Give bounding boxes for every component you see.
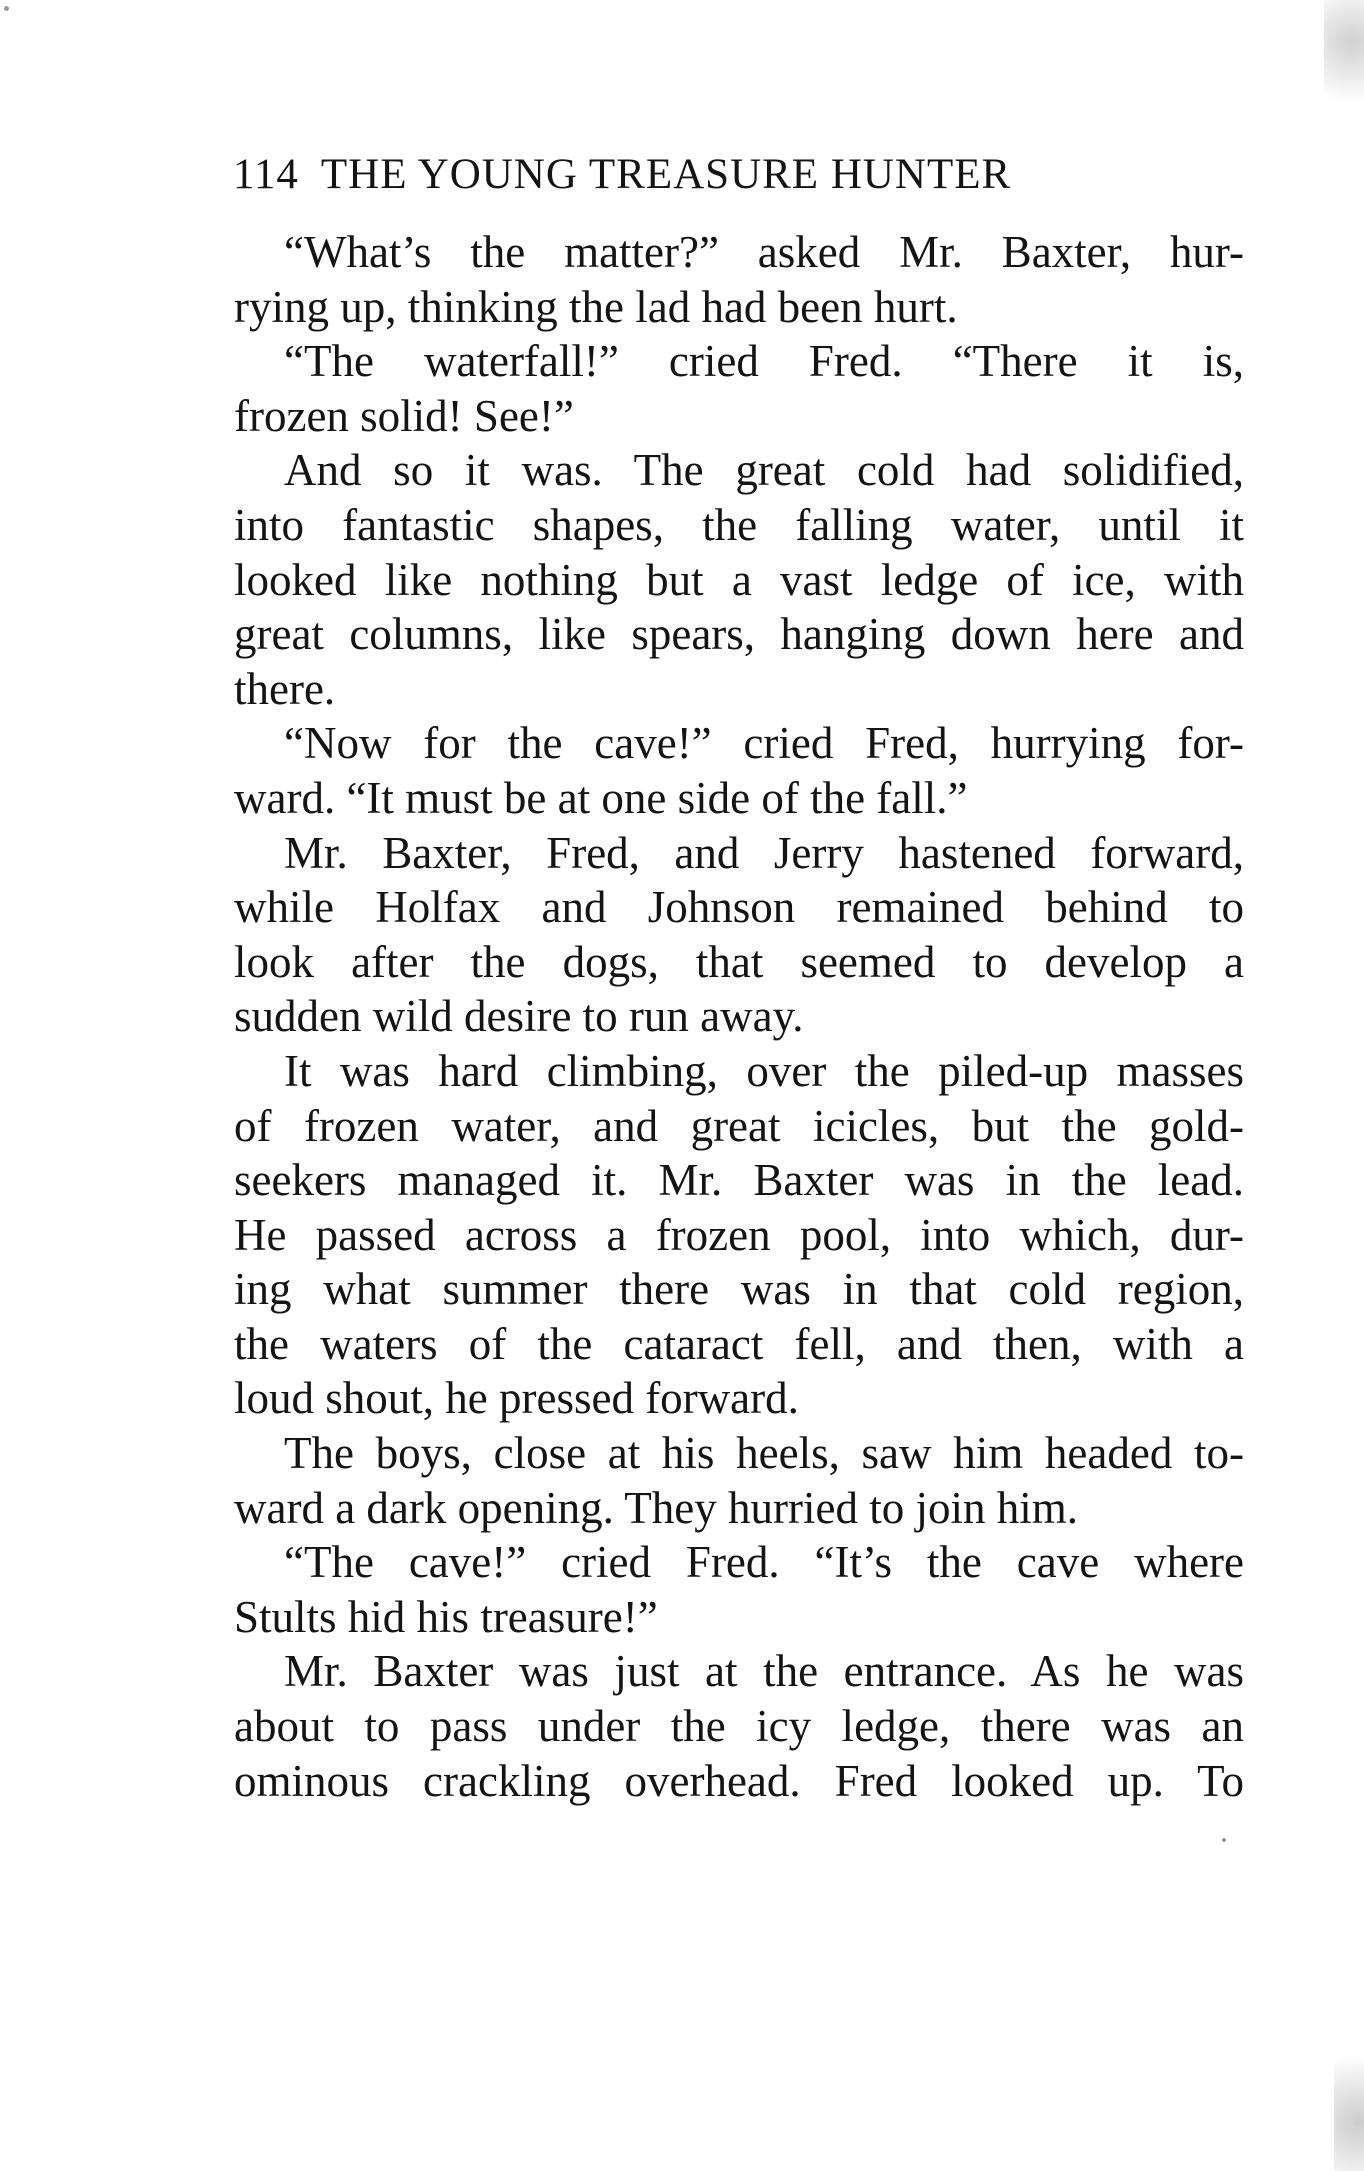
- text-line: “Now for the cave!” cried Fred, hurrying for-: [284, 718, 1244, 769]
- text-line: ward a dark opening. They hurried to join him.: [234, 1482, 1078, 1533]
- text-line: rying up, thinking the lad had been hurt.: [234, 281, 958, 332]
- text-line: frozen solid! See!”: [234, 390, 574, 441]
- page-number: 114: [233, 151, 299, 198]
- text-line: loud shout, he pressed forward.: [234, 1373, 799, 1424]
- text-line: sudden wild desire to run away.: [234, 991, 804, 1042]
- scan-speck: [1222, 1838, 1226, 1842]
- scan-edge-noise-top: [1324, 0, 1364, 140]
- scan-speck: [4, 6, 9, 11]
- text-line: about to pass under the icy ledge, there was an: [234, 1701, 1244, 1752]
- text-line: The boys, close at his heels, saw him headed to-: [284, 1428, 1244, 1479]
- text-line: into fantastic shapes, the falling water, until it: [234, 499, 1244, 550]
- text-line: ing what summer there was in that cold region,: [234, 1264, 1244, 1315]
- text-line: “What’s the matter?” asked Mr. Baxter, hur-: [284, 227, 1244, 277]
- text-line: while Holfax and Johnson remained behind to: [234, 882, 1244, 933]
- scan-edge-noise-bottom: [1334, 2011, 1364, 2171]
- text-line: there.: [234, 663, 336, 714]
- running-header: [233, 150, 1243, 199]
- text-line: of frozen water, and great icicles, but the gold-: [234, 1100, 1244, 1151]
- text-line: He passed across a frozen pool, into which, dur-: [234, 1209, 1244, 1260]
- text-line: Mr. Baxter was just at the entrance. As he was: [284, 1646, 1244, 1697]
- text-line: Stults hid his treasure!”: [234, 1591, 658, 1642]
- text-line: ominous crackling overhead. Fred looked up. To: [234, 1755, 1244, 1806]
- text-line: And so it was. The great cold had solidified,: [284, 445, 1244, 496]
- text-line: Mr. Baxter, Fred, and Jerry hastened forward,: [284, 827, 1244, 878]
- text-line: “The waterfall!” cried Fred. “There it is,: [284, 336, 1244, 387]
- body-text: [234, 225, 1244, 1808]
- running-title: THE YOUNG TREASURE HUNTER: [320, 151, 1012, 198]
- text-line: looked like nothing but a vast ledge of ice, with: [234, 554, 1244, 605]
- text-line: great columns, like spears, hanging down here and: [234, 609, 1244, 660]
- text-line: “The cave!” cried Fred. “It’s the cave where: [284, 1537, 1244, 1588]
- text-line: look after the dogs, that seemed to develop a: [234, 936, 1244, 987]
- text-line: It was hard climbing, over the piled-up masses: [284, 1045, 1244, 1096]
- text-line: seekers managed it. Mr. Baxter was in the lead.: [234, 1155, 1244, 1206]
- text-line: the waters of the cataract fell, and then, with a: [234, 1318, 1244, 1369]
- text-line: ward. “It must be at one side of the fall.”: [234, 772, 968, 823]
